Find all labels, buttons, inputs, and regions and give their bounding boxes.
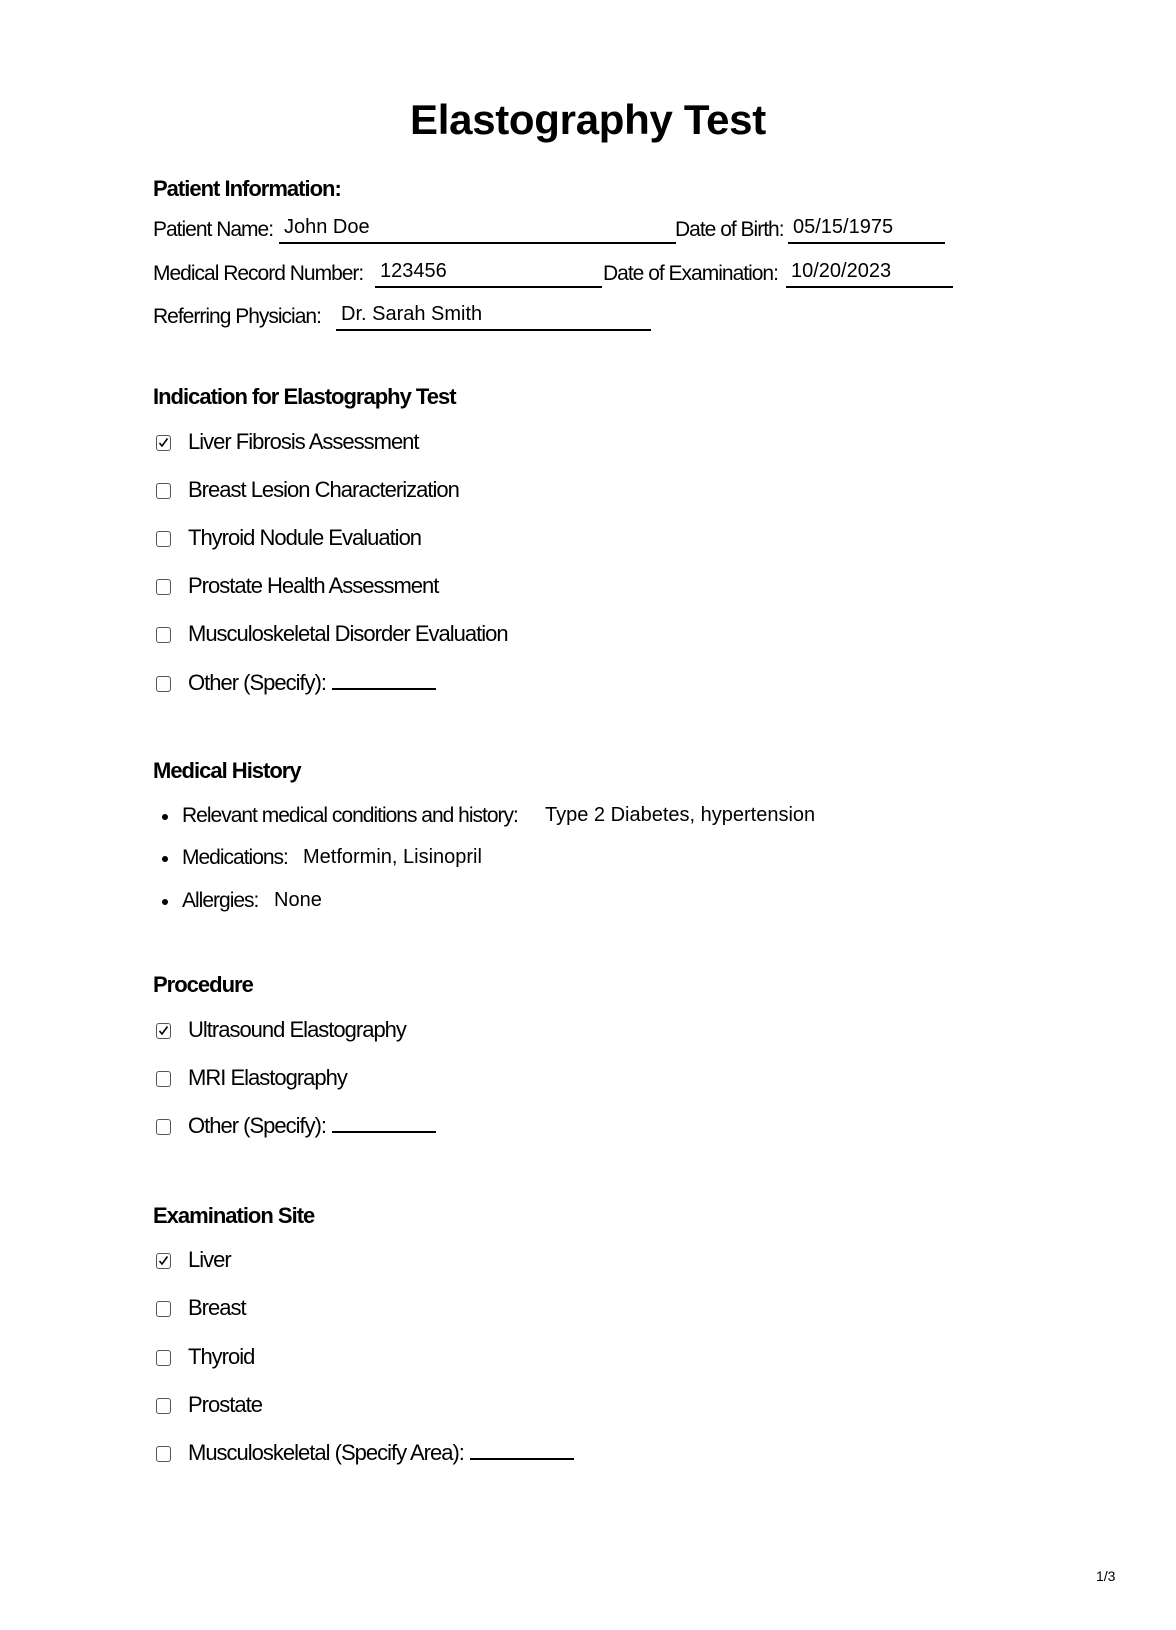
dob-label: Date of Birth: — [675, 218, 784, 241]
checkbox-checked[interactable] — [156, 1253, 171, 1269]
patient-name-label: Patient Name: — [153, 218, 274, 241]
checkbox[interactable] — [156, 676, 171, 692]
exam-site-label: Breast — [188, 1295, 246, 1320]
patient-info-heading: Patient Information: — [153, 176, 341, 201]
dob-field[interactable]: 05/15/1975 — [788, 216, 945, 244]
checkmark-icon — [158, 1255, 169, 1266]
specify-area-blank[interactable] — [470, 1440, 574, 1460]
indication-label: Thyroid Nodule Evaluation — [188, 525, 422, 550]
checkbox[interactable] — [156, 1301, 171, 1317]
checkbox[interactable] — [156, 1446, 171, 1462]
checkbox[interactable] — [156, 1398, 171, 1414]
exam-site-label: Thyroid — [188, 1344, 255, 1369]
other-specify-blank[interactable] — [332, 1113, 436, 1133]
checkbox[interactable] — [156, 579, 171, 595]
indication-label: Prostate Health Assessment — [188, 573, 439, 598]
indication-label: Other (Specify): — [188, 670, 327, 695]
history-label: Medications: — [182, 846, 288, 869]
exam-site-other-row — [188, 1440, 574, 1466]
checkbox-checked[interactable] — [156, 435, 171, 451]
indication-label: Breast Lesion Characterization — [188, 477, 459, 502]
indication-heading: Indication for Elastography Test — [153, 384, 456, 409]
exam-date-field[interactable]: 10/20/2023 — [786, 260, 953, 288]
procedure-heading: Procedure — [153, 972, 253, 997]
page-number: 1/3 — [1096, 1568, 1116, 1584]
document-title: Elastography Test — [410, 96, 766, 143]
checkmark-icon — [158, 437, 169, 448]
checkbox[interactable] — [156, 1119, 171, 1135]
physician-label: Referring Physician: — [153, 305, 321, 328]
procedure-other-row — [188, 1113, 436, 1139]
history-label: Relevant medical conditions and history: — [182, 804, 518, 827]
patient-name-field[interactable]: John Doe — [279, 216, 676, 244]
physician-field[interactable]: Dr. Sarah Smith — [336, 303, 651, 331]
checkbox[interactable] — [156, 1071, 171, 1087]
bullet-icon — [162, 856, 168, 862]
medical-history-heading: Medical History — [153, 758, 301, 783]
procedure-label: Other (Specify): — [188, 1113, 327, 1138]
history-value: Metformin, Lisinopril — [303, 846, 482, 868]
indication-label: Musculoskeletal Disorder Evaluation — [188, 621, 508, 646]
bullet-icon — [162, 899, 168, 905]
procedure-label: MRI Elastography — [188, 1065, 347, 1090]
exam-site-label: Liver — [188, 1247, 231, 1272]
checkbox-checked[interactable] — [156, 1023, 171, 1039]
indication-other-row — [188, 670, 436, 696]
checkbox[interactable] — [156, 531, 171, 547]
exam-site-label: Prostate — [188, 1392, 262, 1417]
checkbox[interactable] — [156, 1350, 171, 1366]
exam-site-heading: Examination Site — [153, 1203, 315, 1228]
checkmark-icon — [158, 1025, 169, 1036]
history-label: Allergies: — [182, 889, 259, 912]
mrn-label: Medical Record Number: — [153, 262, 364, 285]
mrn-field[interactable]: 123456 — [375, 260, 602, 288]
indication-label: Liver Fibrosis Assessment — [188, 429, 419, 454]
history-value: Type 2 Diabetes, hypertension — [545, 804, 816, 826]
checkbox[interactable] — [156, 483, 171, 499]
procedure-label: Ultrasound Elastography — [188, 1017, 406, 1042]
history-value: None — [274, 889, 322, 911]
other-specify-blank[interactable] — [332, 670, 436, 690]
checkbox[interactable] — [156, 627, 171, 643]
bullet-icon — [162, 814, 168, 820]
exam-date-label: Date of Examination: — [603, 262, 778, 285]
exam-site-label: Musculoskeletal (Specify Area): — [188, 1440, 464, 1465]
